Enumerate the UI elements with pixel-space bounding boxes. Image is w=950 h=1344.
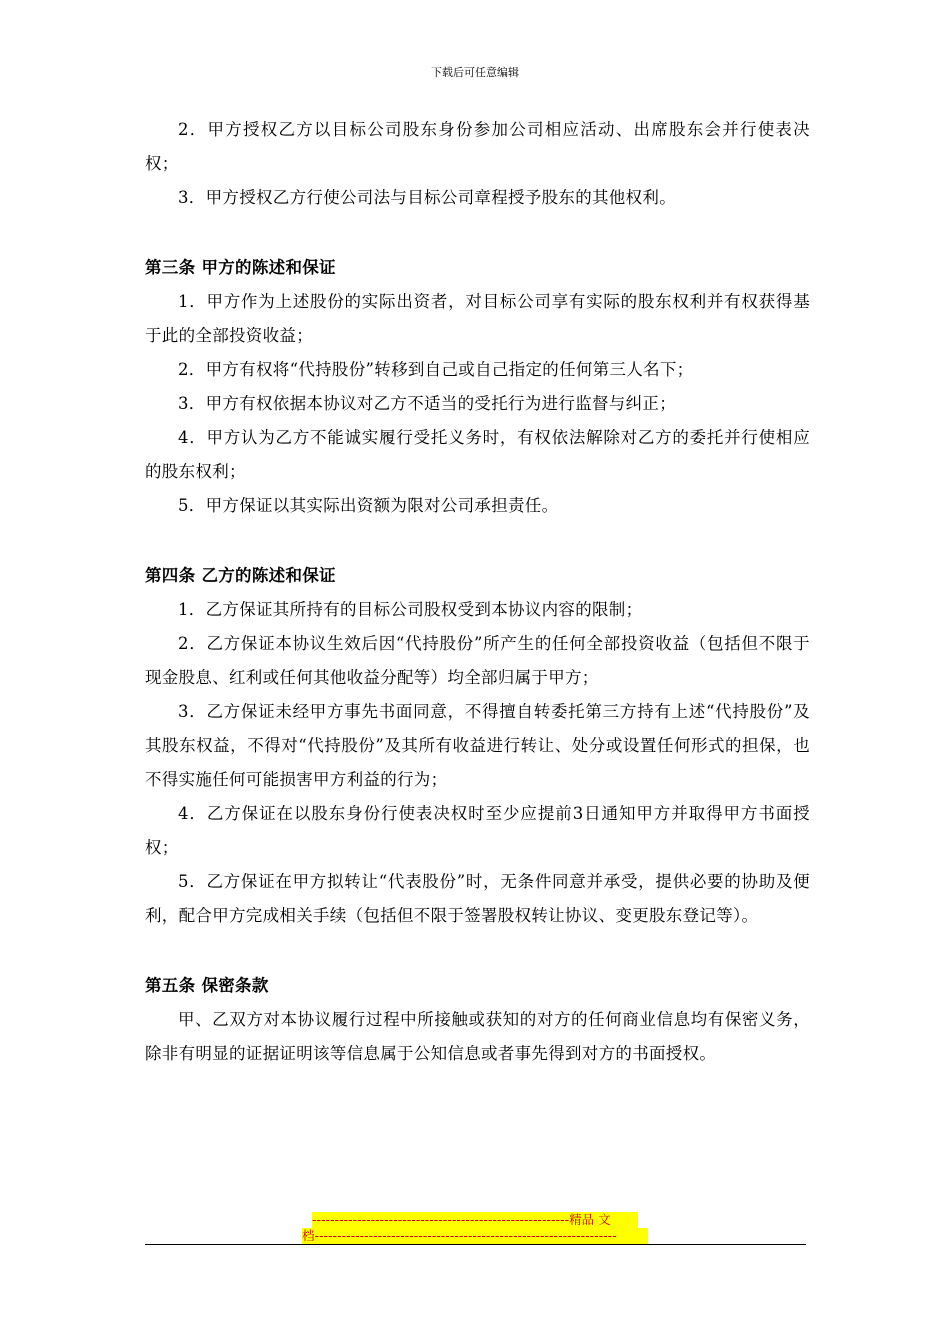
- article-4-item-4: 4．乙方保证在以股东身份行使表决权时至少应提前3日通知甲方并取得甲方书面授权；: [145, 804, 810, 857]
- article-3-item-3: 3．甲方有权依据本协议对乙方不适当的受托行为进行监督与纠正；: [178, 394, 676, 413]
- section-gap: [145, 215, 810, 251]
- footer-line-1: [0, 1212, 950, 1228]
- article-3-item-5: 5．甲方保证以其实际出资额为限对公司承担责任。: [178, 496, 559, 515]
- article-4-item-2: 2．乙方保证本协议生效后因“代持股份”所产生的任何全部投资收益（包括但不限于现金股息、红利或任何其他收益分配等）均全部归属于甲方；: [145, 634, 810, 687]
- article-3-title: 第三条 甲方的陈述和保证: [145, 258, 336, 277]
- article-3-item-2: 2．甲方有权将“代持股份”转移到自己或自己指定的任何第三人名下；: [178, 360, 694, 379]
- footer-rule: [145, 1244, 806, 1245]
- article-4-title: 第四条 乙方的陈述和保证: [145, 566, 336, 585]
- article-3-item-1: 1．甲方作为上述股份的实际出资者，对目标公司享有实际的股东权利并有权获得基于此的全部投资收益；: [145, 292, 810, 345]
- intro-item-3: 3．甲方授权乙方行使公司法与目标公司章程授予股东的其他权利。: [178, 188, 676, 207]
- article-3-item-4: 4．甲方认为乙方不能诚实履行受托义务时，有权依法解除对乙方的委托并行使相应的股东权利；: [145, 428, 810, 481]
- footer-line-2-text: 档-------------------------------------------------------------------: [302, 1228, 648, 1244]
- footer-line-2: [0, 1228, 950, 1244]
- section-gap: [145, 523, 810, 559]
- article-4-item-1: 1．乙方保证其所持有的目标公司股权受到本协议内容的限制；: [178, 600, 643, 619]
- article-5-title: 第五条 保密条款: [145, 976, 269, 995]
- document-body: [145, 113, 810, 1071]
- article-4-item-5: 5．乙方保证在甲方拟转让“代表股份”时，无条件同意并承受，提供必要的协助及便利，配合甲方完成相关手续（包括但不限于签署股权转让协议、变更股东登记等）。: [145, 872, 810, 925]
- header-note: 下载后可任意编辑: [431, 66, 519, 79]
- footer-watermark: [0, 1212, 950, 1244]
- article-5-paragraph: 甲、乙双方对本协议履行过程中所接触或获知的对方的任何商业信息均有保密义务，除非有明显的证据证明该等信息属于公知信息或者事先得到对方的书面授权。: [145, 1010, 810, 1063]
- section-gap: [145, 933, 810, 969]
- footer-line-1-text: ---------------------------------------------------------精品 文: [312, 1212, 638, 1228]
- article-4-item-3: 3．乙方保证未经甲方事先书面同意，不得擅自转委托第三方持有上述“代持股份”及其股东权益，不得对“代持股份”及其所有收益进行转让、处分或设置任何形式的担保，也不得实施任何可能损害甲方利益的行为；: [145, 702, 810, 789]
- intro-item-2: 2．甲方授权乙方以目标公司股东身份参加公司相应活动、出席股东会并行使表决权；: [145, 120, 810, 173]
